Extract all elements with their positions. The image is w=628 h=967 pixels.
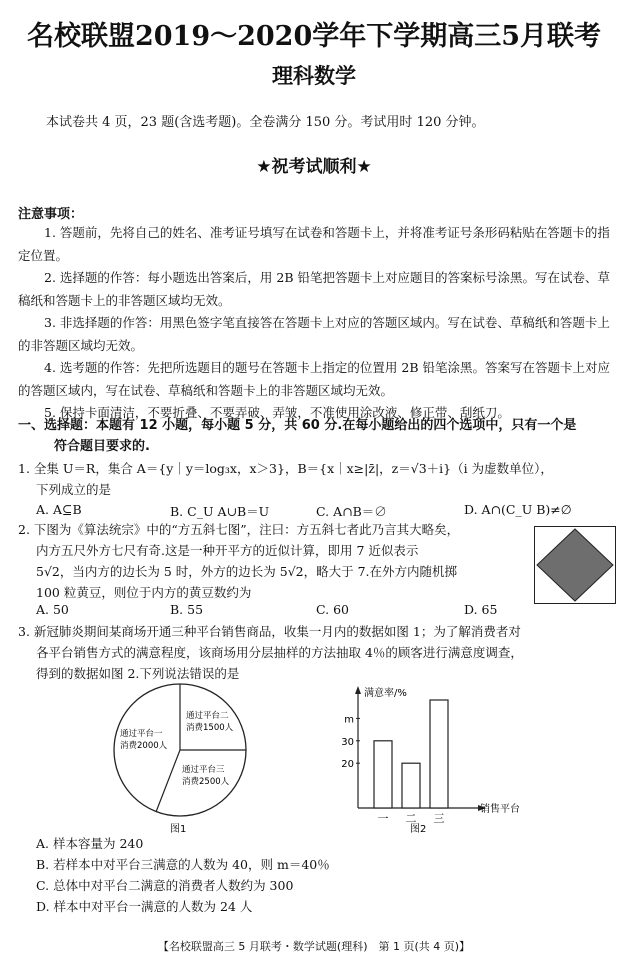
section-line-1: 一、选择题：本题有 12 小题，每小题 5 分，共 60 分.在每小题给出的四个选项中，只有一个是 (18, 418, 577, 433)
figure-1-pie (100, 678, 260, 838)
x-tick-label: 三 (433, 812, 445, 825)
q2-stem-line-2: 内方五尺外方七尺有奇.这是一种开平方的近似计算，即用 7 近似表示 (36, 543, 419, 558)
subject-title: 理科数学 (272, 64, 356, 88)
exam-title: 名校联盟2019～2020学年下学期高三5月联考 (26, 21, 602, 52)
bar-platform-2 (402, 763, 420, 808)
q3-option-a: A. 样本容量为 240 (36, 836, 144, 851)
x-axis-label: 销售平台 (480, 804, 520, 815)
diamond-figure (535, 527, 615, 603)
q2-option-d: D. 65 (464, 602, 498, 617)
bar-platform-3 (430, 700, 448, 808)
q1-option-b: B. C_U A∪B＝U (170, 504, 270, 519)
y-tick-label: 20 (341, 759, 354, 771)
figure-2-bar-chart (330, 682, 550, 840)
slice-3-label: 消费2500人 (182, 777, 230, 787)
figure-1-caption: 图1 (170, 824, 187, 835)
q2-stem-line-4: 100 粒黄豆，则位于内方的黄豆数约为 (36, 585, 252, 600)
slice-1-label: 通过平台一 (120, 729, 163, 739)
q3-stem-line-2: 各平台销售方式的满意程度，该商场用分层抽样的方法抽取 4％的顾客进行满意度调查， (36, 645, 523, 660)
slice-1-label: 消费2000人 (120, 741, 168, 751)
q3-stem-line-3: 得到的数据如图 2.下列说法错误的是 (36, 666, 240, 681)
q3-option-d: D. 样本中对平台一满意的人数为 24 人 (36, 899, 253, 914)
bar-platform-1 (374, 741, 392, 808)
note-item: 4. 选考题的作答：先把所选题目的题号在答题卡上指定的位置用 2B 铅笔涂黑。答案写在答题卡上对应的答题区域内，写在试卷、草稿纸和答题卡上的非答题区域均无效。 (18, 360, 610, 398)
y-axis-label: 满意率/% (364, 688, 407, 699)
q3-stem-line-1: 3. 新冠肺炎期间某商场开通三种平台销售商品，收集一月内的数据如图 1；为了解消费者对 (18, 624, 521, 639)
note-item: 2. 选择题的作答：每小题选出答案后，用 2B 铅笔把答题卡上对应题目的答案标号涂黑。写在试卷、草稿纸和答题卡上的非答题区域均无效。 (18, 270, 610, 308)
question-3 (18, 621, 523, 684)
q2-stem-line-3: 5√2，当内方的边长为 5 时，外方的边长为 5√2，略大于 7.在外方内随机掷 (36, 564, 458, 579)
section-heading (18, 415, 614, 457)
q2-stem-line-1: 2. 下图为《算法统宗》中的“方五斜七图”，注曰：方五斜七者此乃言其大略矣， (18, 522, 460, 537)
q2-option-b: B. 55 (170, 602, 204, 617)
x-tick-label: 一 (377, 812, 389, 825)
inner-square (537, 529, 613, 601)
question-2 (18, 519, 459, 603)
q1-option-c: C. A∩B＝∅ (316, 504, 387, 519)
question-1 (18, 458, 553, 500)
notes-list (18, 222, 614, 425)
slice-2-label: 通过平台二 (186, 711, 229, 721)
note-item: 5. 保持卡面清洁，不要折叠、不要弄破、弄皱，不准使用涂改液、修正带、刮纸刀。 (44, 405, 510, 420)
square-diagram (534, 526, 616, 604)
q1-option-d: D. A∩(C_U B)≠∅ (464, 502, 572, 517)
q3-option-b: B. 若样本中对平台三满意的人数为 40，则 m＝40％ (36, 857, 330, 872)
note-item: 1. 答题前，先将自己的姓名、准考证号填写在试卷和答题卡上，并将准考证号条形码粘贴在答题卡的指定位置。 (18, 225, 610, 263)
y-axis-arrow (355, 686, 361, 694)
slice-2-label: 消费1500人 (186, 723, 234, 733)
q1-stem-line-1: 1. 全集 U＝R，集合 A＝{y｜y＝log₃x，x＞3}，B＝{x｜x≥|z̄|，z＝√3＋i}（i 为虚数单位）， (18, 461, 553, 476)
q3-option-c: C. 总体中对平台二满意的消费者人数约为 300 (36, 878, 294, 893)
section-line-2: 符合题目要求的. (54, 439, 150, 454)
q2-option-c: C. 60 (316, 602, 349, 617)
slice-3-label: 通过平台三 (182, 765, 225, 775)
good-luck-banner: ★祝考试顺利★ (256, 157, 372, 177)
y-tick-label: 30 (341, 736, 354, 748)
notes-title: 注意事项： (18, 207, 84, 222)
q2-option-a: A. 50 (36, 602, 69, 617)
q1-option-a: A. A⊆B (36, 502, 82, 517)
q1-stem-line-2: 下列成立的是 (36, 482, 112, 497)
page-footer: 【名校联盟高三 5 月联考・数学试题(理科) 第 1 页(共 4 页)】 (157, 940, 471, 953)
figure-2-caption: 图2 (410, 824, 427, 835)
note-item: 3. 非选择题的作答：用黑色签字笔直接答在答题卡上对应的答题区域内。写在试卷、草稿纸和答题卡上的非答题区域均无效。 (18, 315, 610, 353)
y-tick-label: m (344, 714, 354, 726)
exam-intro: 本试卷共 4 页，23 题(含选考题)。全卷满分 150 分。考试用时 120 分钟。 (46, 115, 485, 130)
x-tick-label: 二 (405, 812, 417, 825)
